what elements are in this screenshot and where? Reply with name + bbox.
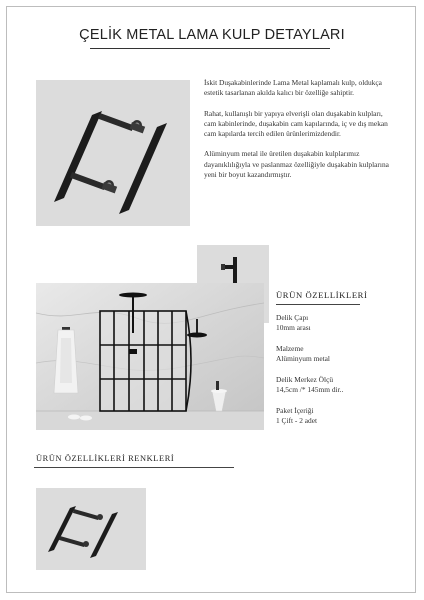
spec-label: Malzeme <box>276 344 304 353</box>
spec-value: 14,5cm /* 145mm dir.. <box>276 385 344 395</box>
spec-item <box>276 375 406 395</box>
handle-product-image <box>36 80 190 226</box>
specs-underline <box>276 304 360 305</box>
colors-title: ÜRÜN ÖZELLİKLERİ RENKLERİ <box>36 454 175 463</box>
intro-text <box>204 78 394 190</box>
handle-color-image <box>36 488 146 570</box>
title-underline <box>90 48 330 49</box>
spec-value: 10mm arası <box>276 323 311 333</box>
spec-label: Delik Çapı <box>276 313 309 322</box>
intro-paragraph: İskit Duşakabinlerinde Lama Metal kaplamalı kulp, oldukça estetik tasarlanan akılda kalıcı bir özelliğe sahiptir. <box>204 78 382 98</box>
spec-value: 1 Çift - 2 adet <box>276 416 318 426</box>
spec-item <box>276 313 406 333</box>
spec-label: Delik Merkez Ölçü <box>276 375 334 384</box>
handle-illustration <box>36 80 190 226</box>
intro-paragraph: Rahat, kullanışlı bir yapıya elverişli olan duşakabin kulpları, cam kabinlerinde, duşakabin cam kapılarında, iç ve dış mekan cam kapılarda tercih edilen ürünlerimizdendir. <box>204 108 388 138</box>
colors-underline <box>34 467 234 468</box>
spec-value: Alüminyum metal <box>276 354 330 364</box>
bathroom-illustration <box>36 283 264 430</box>
bathroom-image <box>36 283 264 430</box>
spec-label: Paket İçeriği <box>276 406 314 415</box>
specs-list <box>276 313 406 437</box>
specs-title: ÜRÜN ÖZELLİKLERİ <box>276 290 368 300</box>
intro-paragraph: Alüminyum metal ile üretilen duşakabin kulplarımız dayanıklılığıyla ve paslanmaz özelliğiyle duşakabin kulplarına yeni bir boyut kazandırmıştır. <box>204 149 389 179</box>
handle-color-illustration <box>36 488 146 570</box>
spec-item <box>276 406 406 426</box>
page-title: ÇELİK METAL LAMA KULP DETAYLARI <box>79 27 345 43</box>
spec-item <box>276 344 406 364</box>
